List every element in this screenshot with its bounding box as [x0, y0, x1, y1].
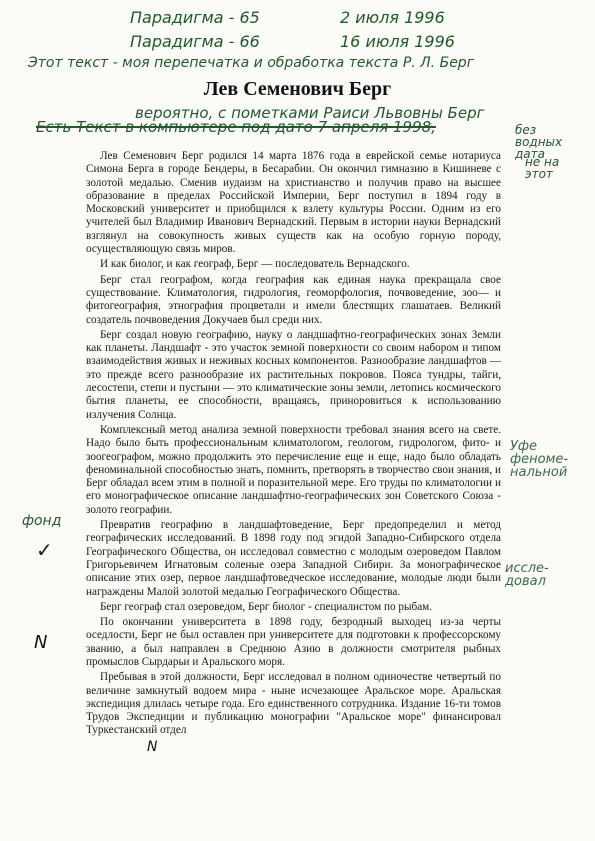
paragraph: Берг создал новую географию, науку о ландшафтно-географических зонах Земли как планеты. Ландшафт - это участок земной поверхности со своим набором и типом взаимодействия живых и неживых косных компонентов. Разнообразие ландшафтов — это прежде всего разнообразие их растительных покровов. Пояса тундры, тайги, лесостепи, степи и пустыни — это климатические зоны земли, летопись космического бытия планеты, ее способности, вращаясь, приноровиться к использованию излучения Солнца. [86, 328, 501, 421]
paragraph: По окончании университета в 1898 году, безродный выходец из-за черты оседлости, Берг не был оставлен при университете для подготовки к профессорскому званию, а был направлен в Среднюю Азию в должности смотрителя рыбных промыслов Сырдарьи и Аральского моря. [86, 616, 501, 668]
paragraph: Комплексный метод анализа земной поверхности требовал знания всего на свете. Надо было быть профессиональным климатологом, геологом, гидрологом, фито- и зоогеографом, можно продолжить это перечисление еще и еще, надо было обладать феноминальной способностью знать, помнить, претворять в творчество свои знания, и Берг обладал всем этим в полной и поразительной мере. Его труды по климатологии и его монографическое описание ландшафтно-географических зон Советского Союза - золото географии. [86, 423, 501, 516]
paragraph: Берг географ стал озероведом, Берг биолог - специалистом по рыбам. [100, 600, 433, 613]
document-title: Лев Семенович Берг [203, 78, 392, 100]
margin-n-mark-2: N [147, 739, 158, 755]
paragraph: И как биолог, и как географ, Берг — последователь Вернадского. [100, 258, 410, 271]
handwritten-note-right-2: не на этот [525, 155, 560, 181]
margin-n-mark-1: N [34, 632, 48, 653]
paragraph: Лев Семенович Берг родился 14 марта 1876 года в еврейской семье нотариуса Симона Берга в городе Бендеры, в Бесарабии. Он окончил гимназию в Кишиневе с золотой медалью. Сменив иудаизм на христианство и получив право на высшее образование в пределах Российской Империи, Берг поступил в 1894 году в Московский университет и приобщился к взлету культуры России. Одним из его учителей был Владимир Иванович Вернадский. Первым в истории науки Вернадский взглянул на совокупность живых существ как на особую горную породу, осуществляющую связь миров. [86, 150, 501, 256]
margin-note-right-2: иссле- довал [505, 561, 549, 589]
handwritten-paradigm-65: Парадигма - 65 [130, 8, 260, 27]
handwritten-note-line-2: вероятно, с пометками Раиси Львовны Берг [135, 104, 485, 122]
handwritten-paradigm-66: Парадигма - 66 [130, 32, 260, 51]
check-mark-icon: ✓ [36, 538, 53, 562]
margin-note-left-1: фонд [22, 513, 62, 529]
handwritten-note-line-1: Этот текст - моя перепечатка и обработка текста Р. Л. Берг [28, 55, 475, 71]
handwritten-note-line-3: Есть Текст в компьютере под дато 7 апреля 1998, [36, 118, 436, 136]
paragraph: Пребывая в этой должности, Берг исследовал в полном одиночестве четвертый по величине замкнутый водоем мира - ныне исчезающее Аральское море. Аральская экспедиция длилась четыре года. Его единственного сотрудника. Издание 16-ти томов Трудов Экспедиции и публикацию монографии "Аральское море" финансировал Туркестанский отдел [86, 671, 501, 737]
margin-note-right-1: Уфе феноме- нальной [510, 439, 569, 480]
paragraph: Берг стал географом, когда география как единая наука прекращала свое существование. Климатология, гидрология, геоморфология, почвоведение, зоо— и фитогеография, этнография процветали и имели блестящих глашатаев. Великий создатель почвоведения Докучаев был среди них. [86, 273, 501, 326]
paragraph: Превратив географию в ландшафтоведение, Берг предопределил и метод географических исследований. В 1898 году под эгидой Западно-Сибирского отдела Географического Общества, он исследовал совместно с молодым озероведом Павлом Григорьевичем Игнатовым соленые озера Западной Сибири. За монографическое описание этих озер, первое ландшафтоведческое исследование, молодые люди были награждены Малой золотой медалью Географического Общества. [86, 519, 501, 598]
article-body [86, 150, 501, 740]
handwritten-note-right-1: без водных дата [515, 123, 563, 161]
handwritten-date-2: 16 июля 1996 [340, 32, 455, 51]
handwritten-date-1: 2 июля 1996 [340, 8, 445, 27]
